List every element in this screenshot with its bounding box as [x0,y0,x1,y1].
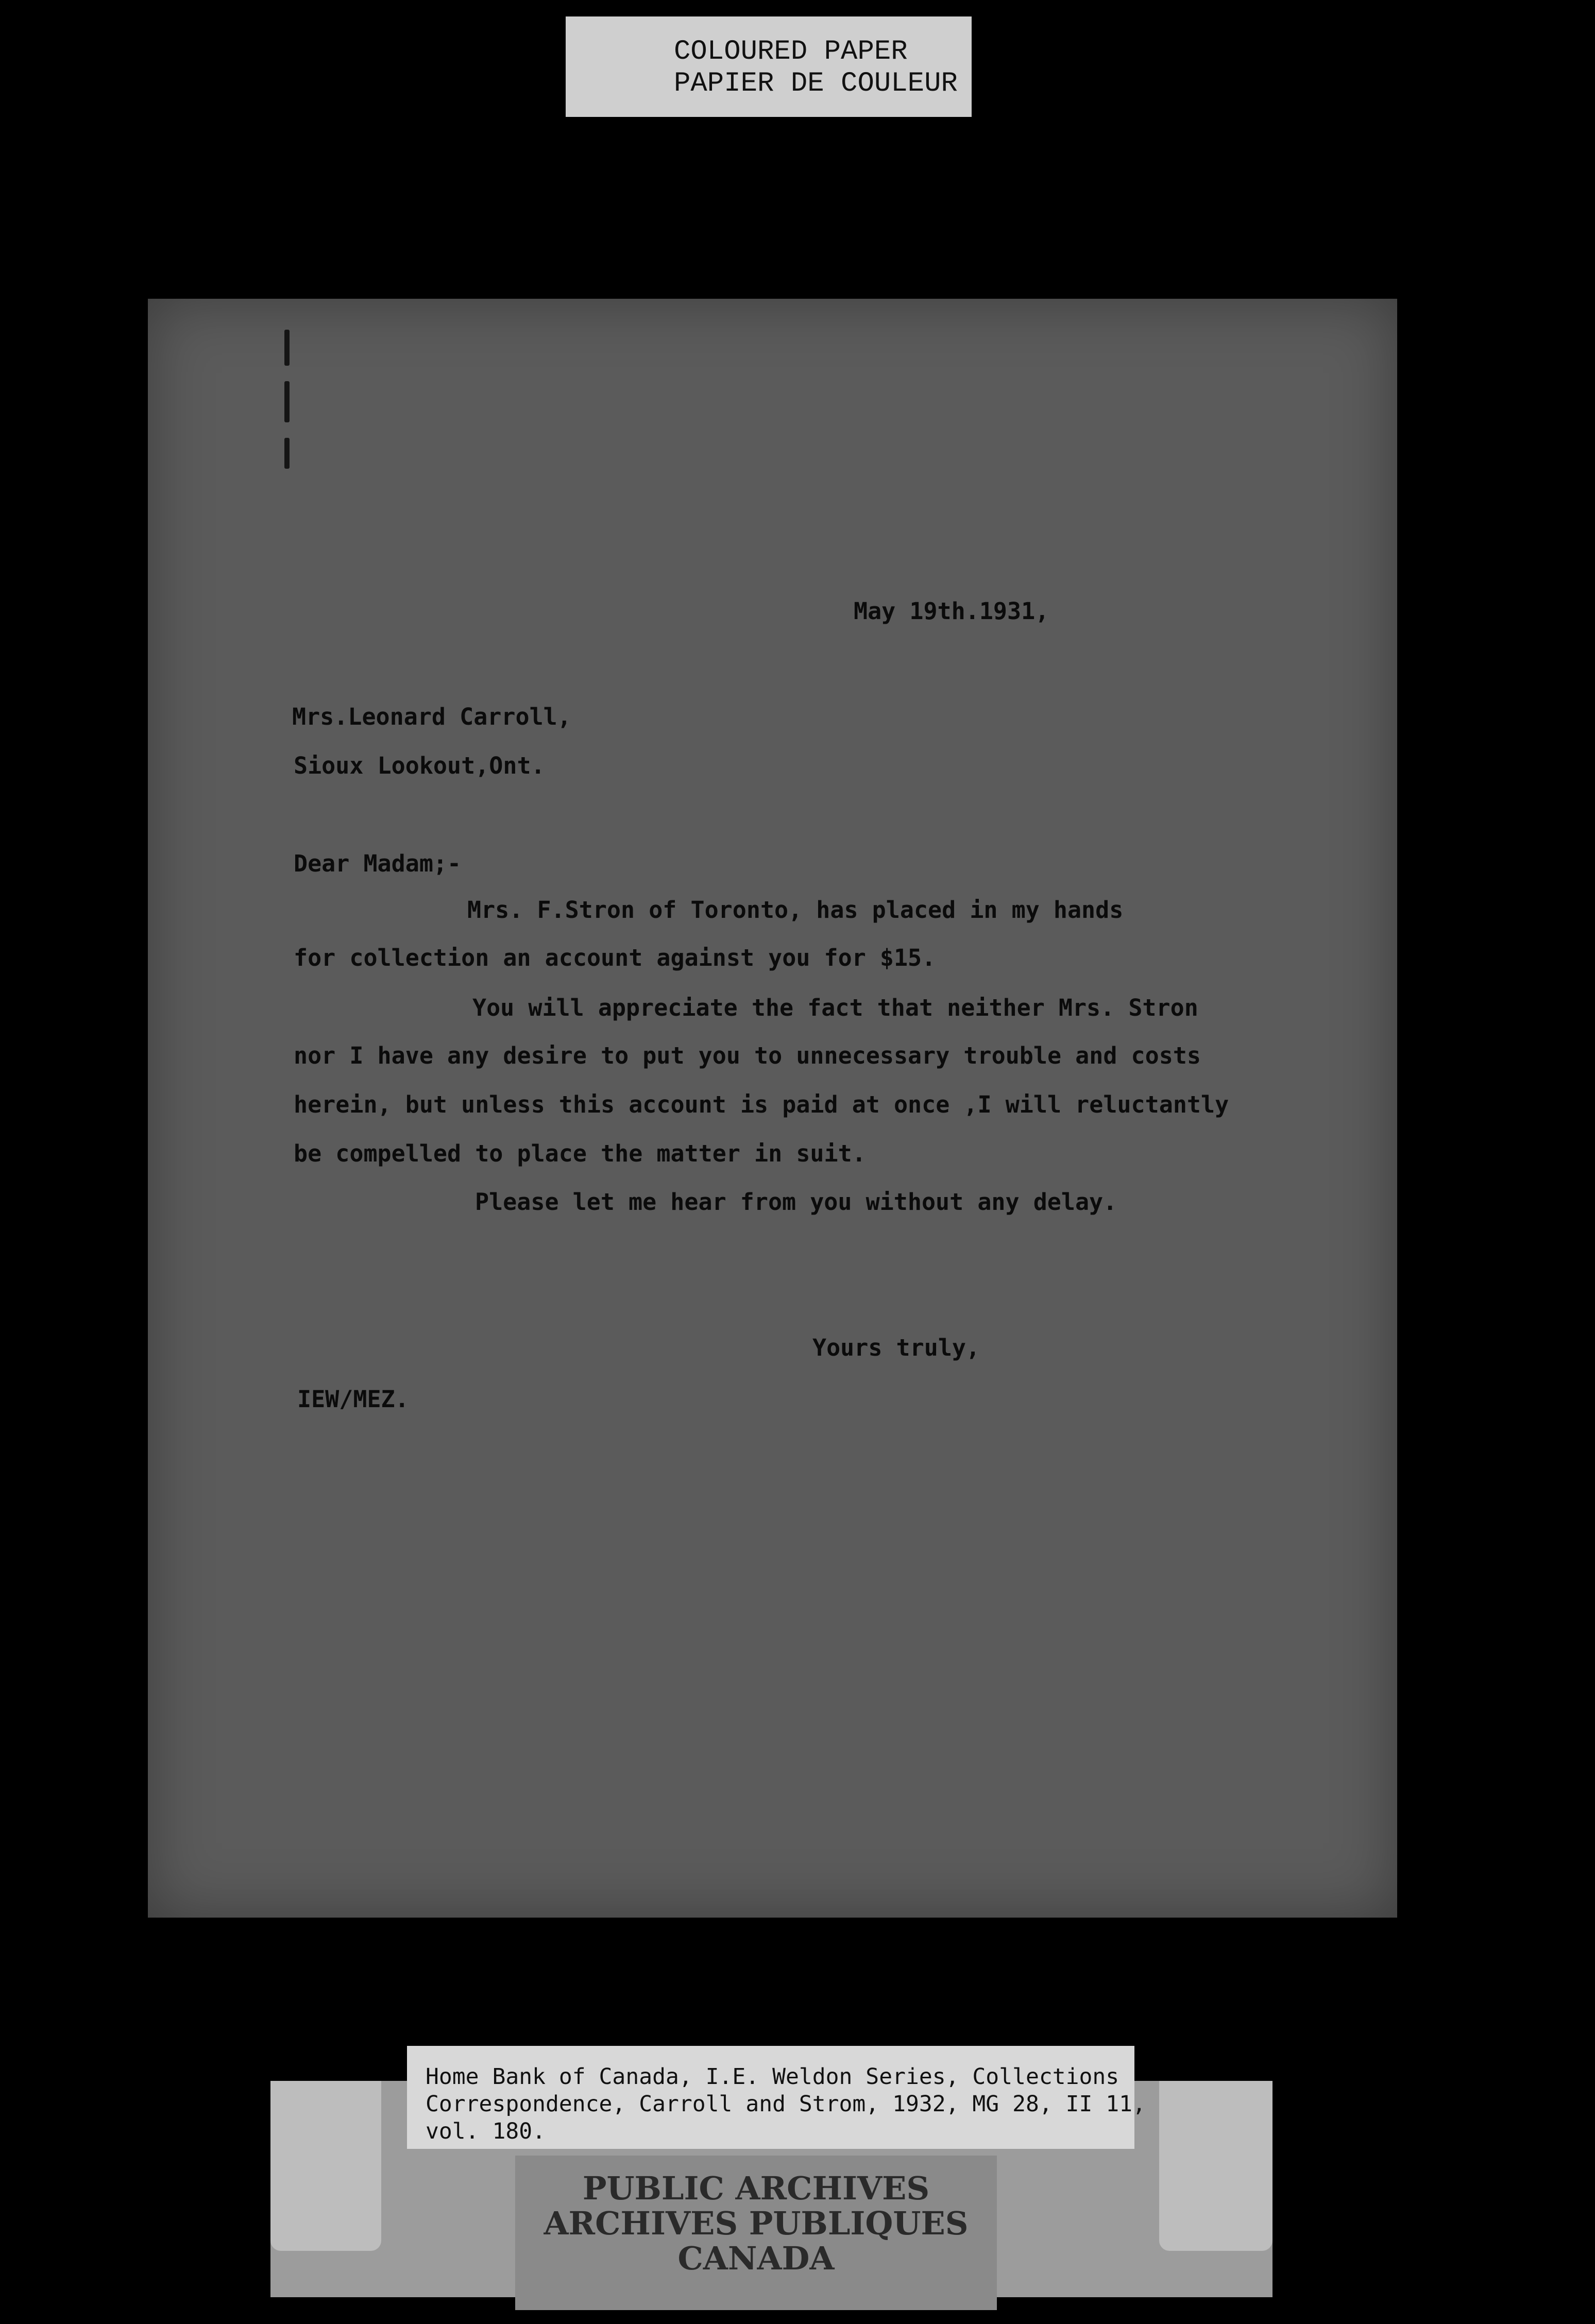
stamp-line: ARCHIVES PUBLIQUES [544,2205,969,2242]
body-line: herein, but unless this account is paid at once ,I will reluctantly [294,1091,1229,1118]
citation-line: Home Bank of Canada, I.E. Weldon Series, Collections [426,2064,1119,2090]
recipient-name: Mrs.Leonard Carroll, [292,703,571,730]
body-line: for collection an account against you for $15. [294,944,936,971]
card-tab-left [270,2081,381,2251]
body-line: Please let me hear from you without any delay. [475,1188,1117,1216]
citation-line: Correspondence, Carroll and Strom, 1932, MG 28, II 11, [426,2091,1146,2117]
letter-date: May 19th.1931, [854,597,1049,625]
tag-line-french: PAPIER DE COULEUR [674,68,958,99]
body-line: You will appreciate the fact that neither Mrs. Stron [472,994,1198,1021]
closing: Yours truly, [812,1334,980,1361]
card-tab-right [1159,2081,1272,2251]
body-line: Mrs. F.Stron of Toronto, has placed in my hands [467,896,1124,924]
archive-citation-label [407,2046,1146,2149]
recipient-address: Sioux Lookout,Ont. [294,752,545,779]
punch-holes [274,319,305,484]
punch-hole [284,330,290,366]
stamp-line: CANADA [677,2240,835,2277]
public-archives-stamp [515,2156,997,2310]
body-line: be compelled to place the matter in suit. [294,1140,866,1167]
letter-sheet [148,299,1397,1918]
punch-hole [284,438,290,469]
coloured-paper-tag [566,16,972,117]
salutation: Dear Madam;- [294,850,462,877]
body-line: nor I have any desire to put you to unnecessary trouble and costs [294,1042,1201,1069]
citation-line: vol. 180. [426,2118,546,2144]
stamp-line: PUBLIC ARCHIVES [582,2169,930,2207]
tag-line-english: COLOURED PAPER [674,36,908,67]
punch-hole [284,381,290,422]
typist-reference: IEW/MEZ. [297,1386,409,1413]
